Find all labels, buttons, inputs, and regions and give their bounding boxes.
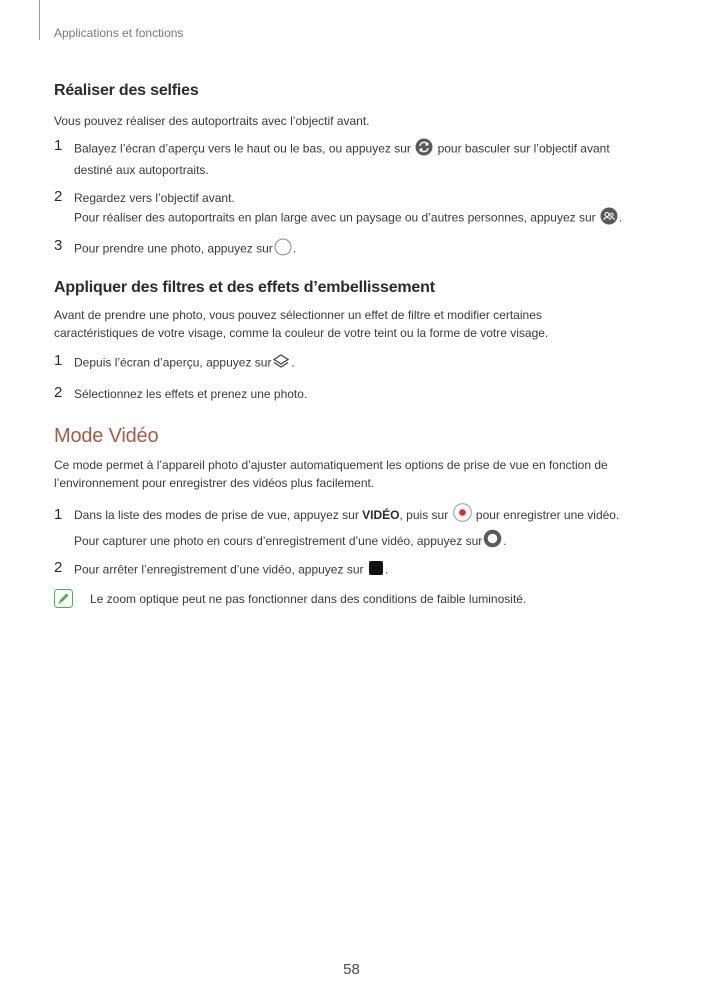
stop-icon xyxy=(368,560,384,581)
video-intro: Ce mode permet à l’appareil photo d’ajuster automatiquement les options de prise de vue en fonction de l’environnement pour enregistrer des vidéos plus facilement. xyxy=(54,458,608,490)
step-number: 1 xyxy=(54,137,63,154)
filters-step-2: 2 Sélectionnez les effets et prenez une photo. xyxy=(54,384,308,401)
selfies-step-3: 3 Pour prendre une photo, appuyez sur . xyxy=(54,238,654,261)
video-mode-label: VIDÉO xyxy=(362,508,400,523)
selfies-heading: Réaliser des selfies xyxy=(54,82,199,99)
video-step-1: 1 Dans la liste des modes de prise de vue, appuyez sur VIDÉO, puis sur pour enregistrer une vidéo. Pour capturer une photo en cours d’enregistrement d’une vidéo, appuyez sur . xyxy=(54,503,654,555)
selfies-intro: Vous pouvez réaliser des autoportraits avec l’objectif avant. xyxy=(54,114,370,128)
video-note: Le zoom optique peut ne pas fonctionner dans des conditions de faible luminosité. xyxy=(54,590,654,608)
filters-intro: Avant de prendre une photo, vous pouvez sélectionner un effet de filtre et modifier certaines caractéristiques de votre visage, comme la couleur de votre teint ou la forme de votre visage. xyxy=(54,308,549,340)
shutter-icon xyxy=(274,238,292,261)
section-header: Applications et fonctions xyxy=(54,26,184,40)
step-number: 1 xyxy=(54,352,63,369)
note-pencil-icon xyxy=(54,589,73,613)
step-number: 2 xyxy=(54,559,63,576)
video-mode-title: Mode Vidéo xyxy=(54,425,159,447)
filters-heading: Appliquer des filtres et des effets d’embellissement xyxy=(54,279,435,296)
filters-icon xyxy=(272,353,290,374)
capture-photo-icon xyxy=(483,529,502,555)
wide-selfie-icon xyxy=(600,207,618,230)
video-step-2: 2 Pour arrêter l’enregistrement d’une vidéo, appuyez sur . xyxy=(54,560,654,581)
step-number: 2 xyxy=(54,188,63,205)
step-number: 2 xyxy=(54,384,63,401)
step-number: 1 xyxy=(54,506,63,523)
step-number: 3 xyxy=(54,237,63,254)
header-divider-line xyxy=(39,0,40,40)
page-number: 58 xyxy=(343,961,360,978)
page-content xyxy=(54,82,654,608)
record-icon xyxy=(453,503,472,529)
selfies-step-1: 1 Balayez l’écran d’aperçu vers le haut ou le bas, ou appuyez sur pour basculer sur l’objectif avant destiné aux autoportraits. xyxy=(54,137,610,177)
switch-camera-icon xyxy=(415,138,433,161)
filters-step-1: 1 Depuis l’écran d’aperçu, appuyez sur . xyxy=(54,353,654,374)
selfies-step-2: 2 Regardez vers l’objectif avant. Pour réaliser des autoportraits en plan large avec un paysage ou d’autres personnes, appuyez sur . xyxy=(54,189,654,230)
